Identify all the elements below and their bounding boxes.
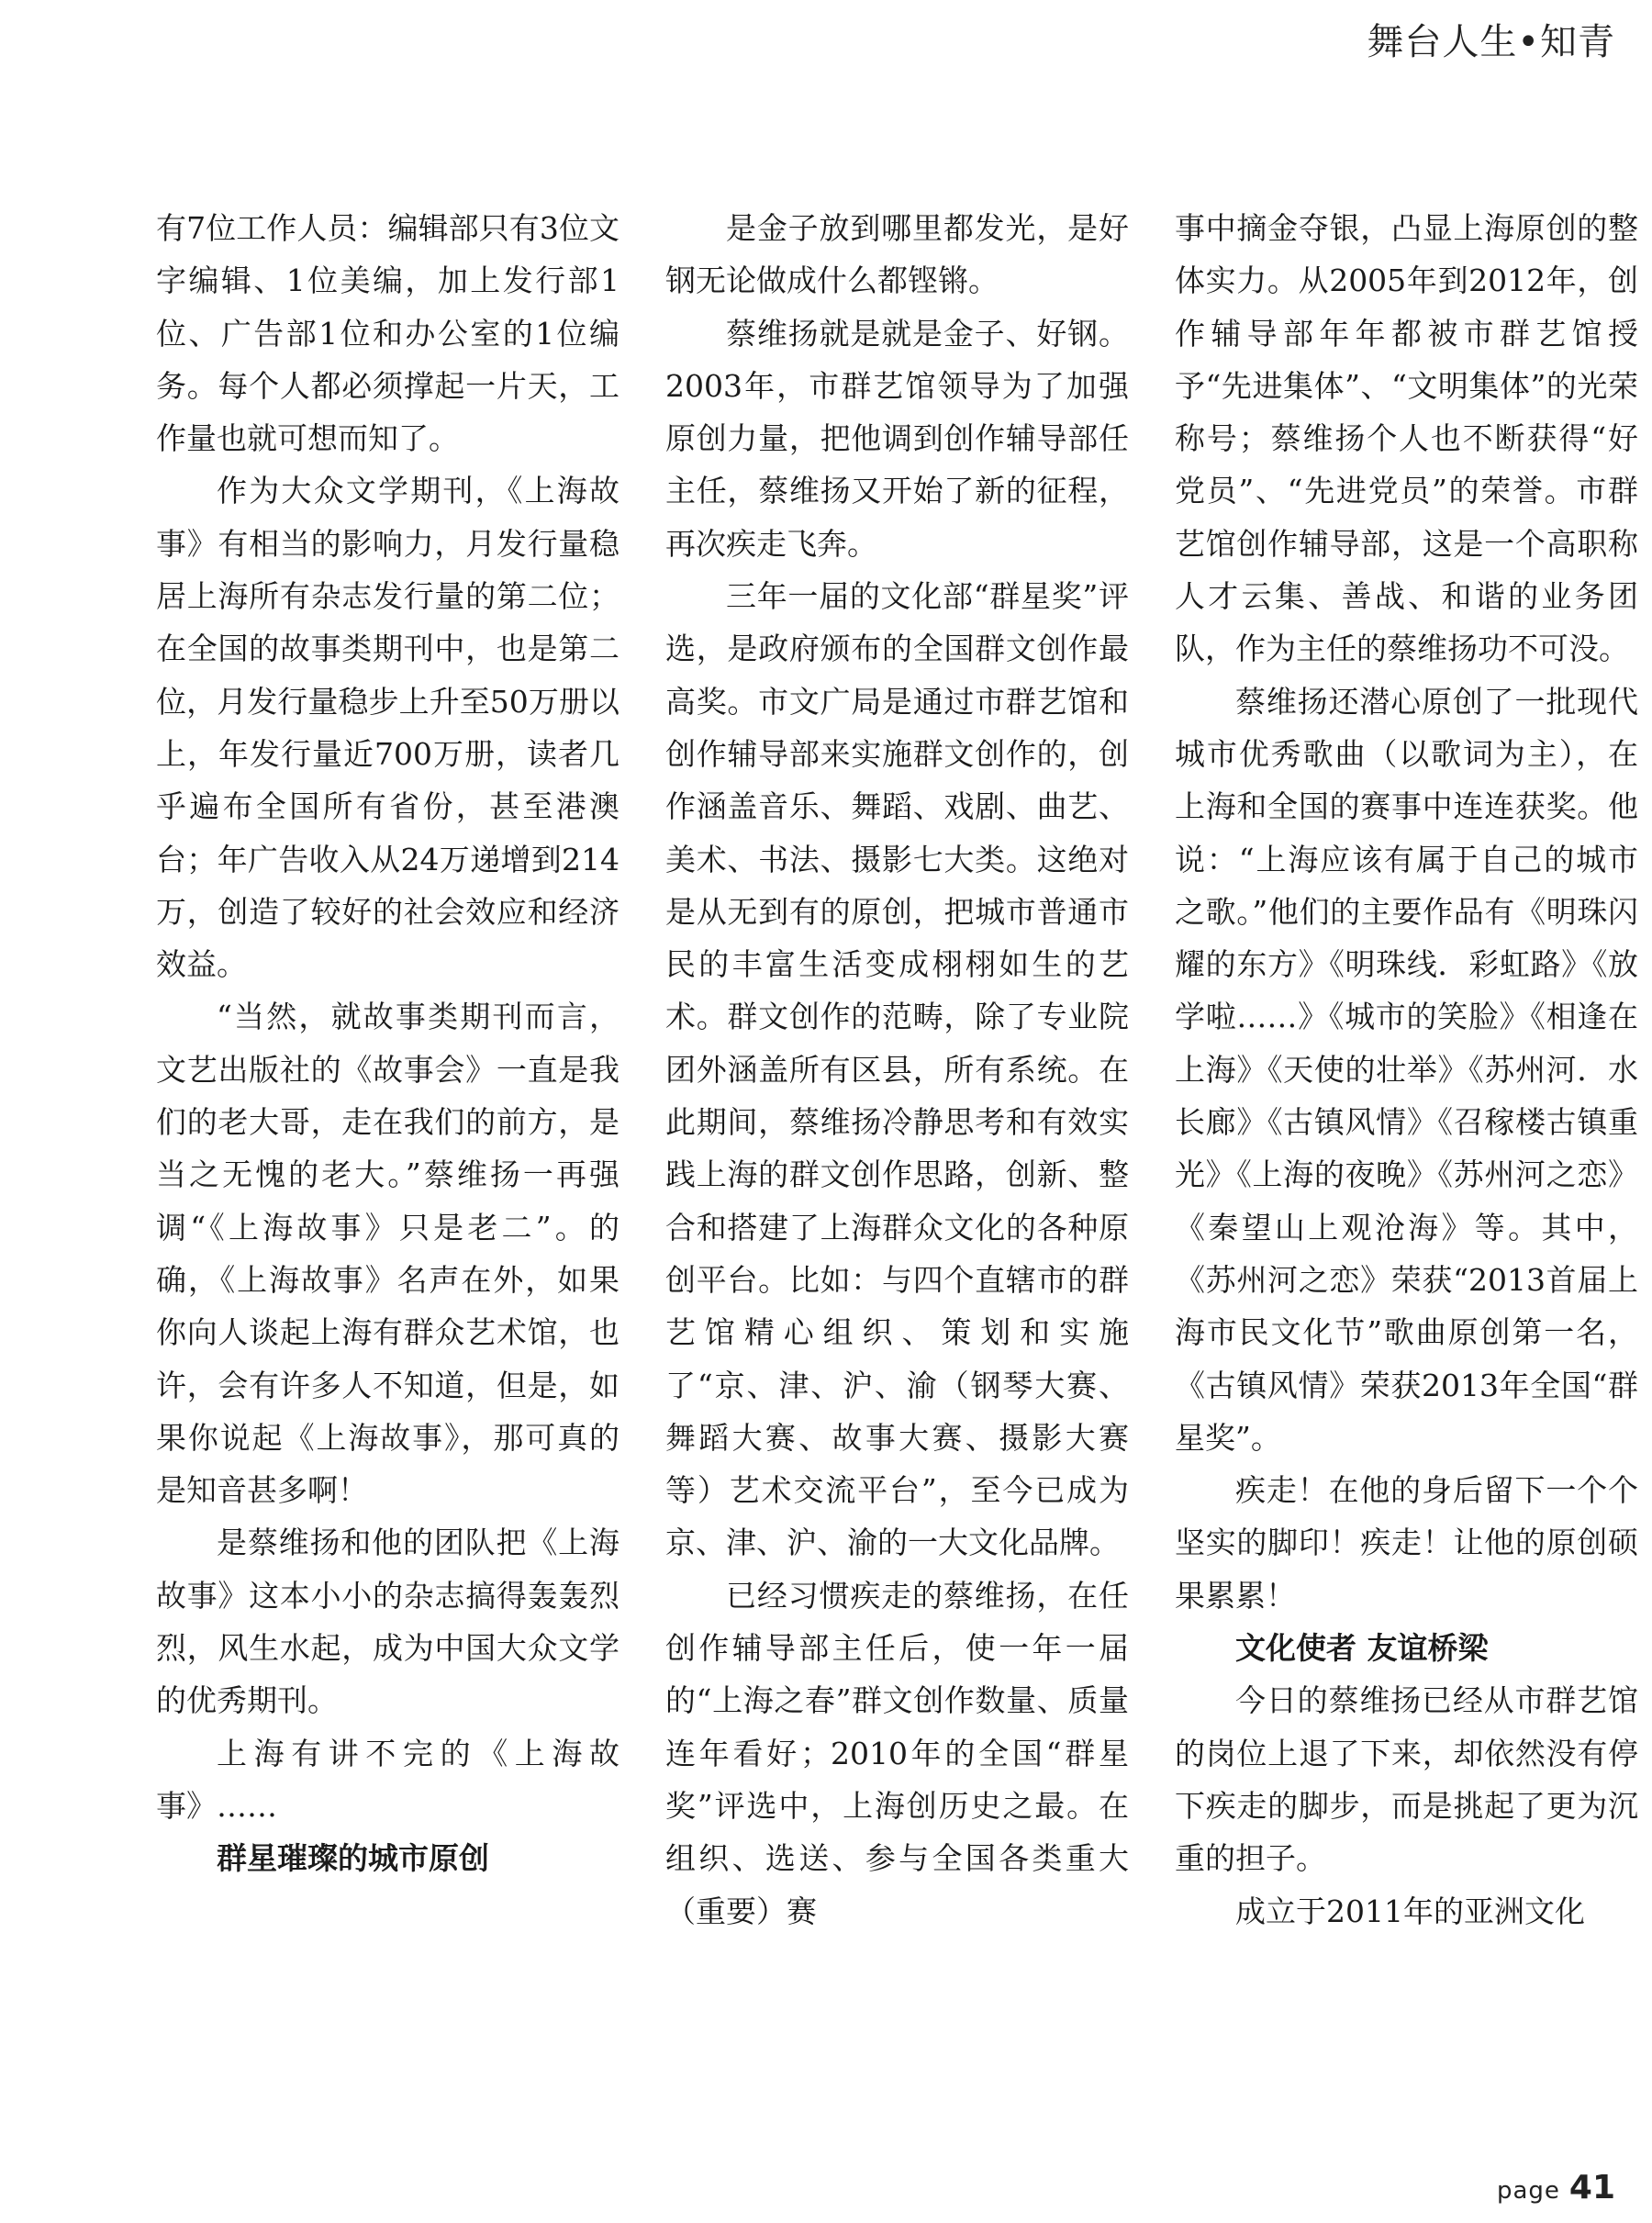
paragraph: 成立于2011年的亚洲文化 xyxy=(1235,1893,1585,1929)
paragraph: 是蔡维扬和他的团队把《上海故事》这本小小的杂志搞得轰轰烈烈，风生水起，成为中国大众文学的优秀期刊。 xyxy=(156,1525,620,1719)
paragraph: 已经习惯疾走的蔡维扬，在任创作辅导部主任后，使一年一届的“上海之春”群文创作数量、质量连年看好；2010年的全国“群星奖”评选中，上海创历史之最。在组织、选送、参与全国各类重大（重要）赛 xyxy=(665,1577,1129,1929)
paragraph: 事中摘金夺银，凸显上海原创的整体实力。从2005年到2012年，创作辅导部年年都被市群艺馆授予“先进集体”、“文明集体”的光荣称号；蔡维扬个人也不断获得“好党员”、“先进党员”的荣誉。市群艺馆创作辅导部，这是一个高职称人才云集、善战、和谐的业务团队，作为主任的蔡维扬功不可没。 xyxy=(1175,210,1638,667)
section-heading: 群星璀璨的城市原创 xyxy=(217,1840,489,1877)
page-label: page xyxy=(1496,2177,1560,2205)
paragraph: 蔡维扬还潜心原创了一批现代城市优秀歌曲（以歌词为主），在上海和全国的赛事中连连获奖。他说：“上海应该有属于自己的城市之歌。”他们的主要作品有《明珠闪耀的东方》《明珠线．彩虹路》《放学啦……》《城市的笑脸》《相逢在上海》《天使的壮举》《苏州河．水长廊》《古镇风情》《召稼楼古镇重光》《上海的夜晚》《苏州河之恋》《秦望山上观沧海》等。其中，《苏州河之恋》荣获“2013首届上海市民文化节”歌曲原创第一名，《古镇风情》荣获2013年全国“群星奖”。 xyxy=(1175,683,1638,1456)
paragraph: 是金子放到哪里都发光，是好钢无论做成什么都铿锵。 xyxy=(665,210,1129,299)
text-column-1 xyxy=(156,202,620,1885)
paragraph: 今日的蔡维扬已经从市群艺馆的岗位上退了下来，却依然没有停下疾走的脚步，而是挑起了更为沉重的担子。 xyxy=(1175,1682,1638,1877)
paragraph: 作为大众文学期刊，《上海故事》有相当的影响力，月发行量稳居上海所有杂志发行量的第二位；在全国的故事类期刊中，也是第二位，月发行量稳步上升至50万册以上，年发行量近700万册，读者几乎遍布全国所有省份，甚至港澳台；年广告收入从24万递增到214万，创造了较好的社会效应和经济效益。 xyxy=(156,473,620,983)
paragraph: 三年一届的文化部“群星奖”评选，是政府颁布的全国群文创作最高奖。市文广局是通过市群艺馆和创作辅导部来实施群文创作的，创作涵盖音乐、舞蹈、戏剧、曲艺、美术、书法、摄影七大类。这绝对是从无到有的原创，把城市普通市民的丰富生活变成栩栩如生的艺术。群文创作的范畴，除了专业院团外涵盖所有区县，所有系统。在此期间，蔡维扬冷静思考和有效实践上海的群文创作思路，创新、整合和搭建了上海群众文化的各种原创平台。比如：与四个直辖市的群艺馆精心组织、策划和实施了“京、津、沪、渝（钢琴大赛、舞蹈大赛、故事大赛、摄影大赛等）艺术交流平台”，至今已成为京、津、沪、渝的一大文化品牌。 xyxy=(665,578,1129,1561)
text-column-2 xyxy=(665,202,1129,1938)
section-heading: 文化使者 友谊桥梁 xyxy=(1235,1630,1489,1667)
text-column-3 xyxy=(1175,202,1638,1938)
paragraph: 疾走！在他的身后留下一个个坚实的脚印！疾走！让他的原创硕果累累！ xyxy=(1175,1472,1638,1614)
section-header: 舞台人生•知青 xyxy=(1367,21,1615,63)
paragraph: “当然，就故事类期刊而言，文艺出版社的《故事会》一直是我们的老大哥，走在我们的前方，是当之无愧的老大。”蔡维扬一再强调“《上海故事》只是老二”。的确，《上海故事》名声在外，如果你向人谈起上海有群众艺术馆，也许，会有许多人不知道，但是，如果你说起《上海故事》，那可真的是知音甚多啊！ xyxy=(156,999,620,1509)
page-footer xyxy=(1497,2169,1615,2206)
paragraph: 有7位工作人员：编辑部只有3位文字编辑、1位美编，加上发行部1位、广告部1位和办公室的1位编务。每个人都必须撑起一片天，工作量也就可想而知了。 xyxy=(156,210,620,457)
page-number: 41 xyxy=(1568,2169,1615,2206)
paragraph: 上海有讲不完的《上海故事》…… xyxy=(156,1735,620,1824)
paragraph: 蔡维扬就是就是金子、好钢。2003年，市群艺馆领导为了加强原创力量，把他调到创作辅导部任主任，蔡维扬又开始了新的征程，再次疾走飞奔。 xyxy=(665,315,1129,562)
